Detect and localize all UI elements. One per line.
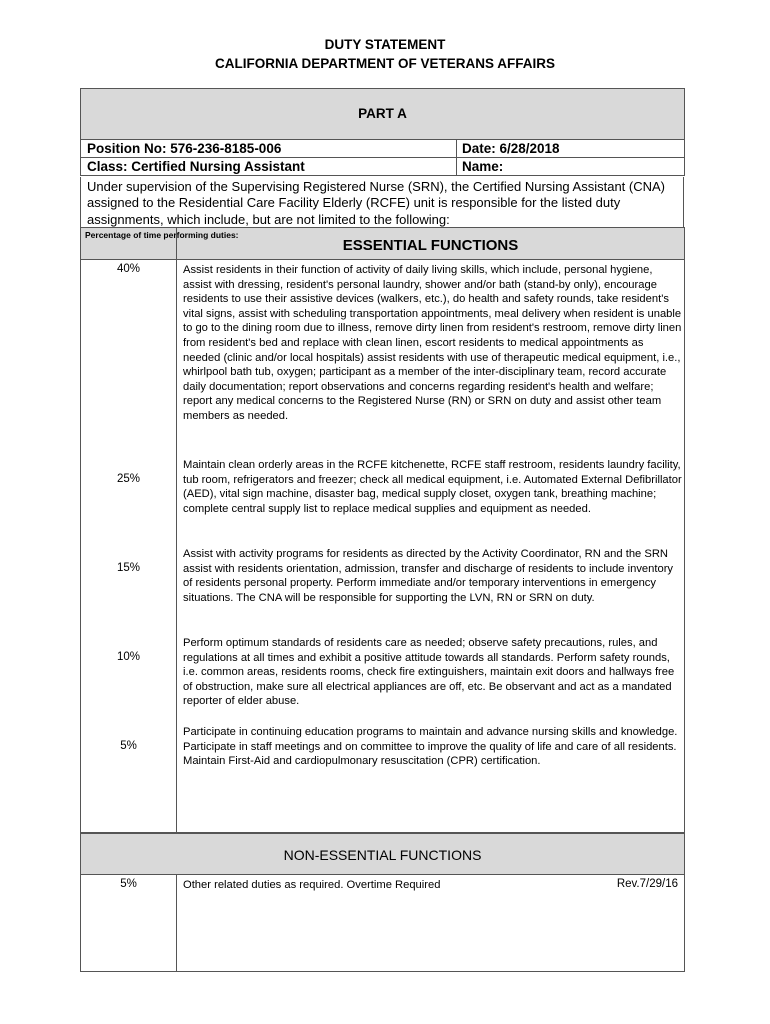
- document-title: DUTY STATEMENT: [324, 37, 446, 52]
- percentage-column-label: Percentage of time performing duties:: [85, 230, 239, 240]
- position-row: [80, 140, 685, 158]
- statement-date: Date: 6/28/2018: [462, 141, 560, 156]
- essential-functions-title: ESSENTIAL FUNCTIONS: [342, 237, 519, 254]
- duty-percent: 15%: [116, 562, 141, 574]
- position-class: Class: Certified Nursing Assistant: [87, 159, 305, 174]
- duty-percent: 5%: [120, 878, 137, 890]
- duty-percent: 40%: [116, 263, 141, 275]
- duty-percent: 5%: [120, 740, 137, 752]
- non-essential-functions-table: [80, 875, 685, 972]
- revision-date: Rev.7/29/16: [616, 878, 678, 890]
- class-row: [80, 158, 685, 176]
- department-name: CALIFORNIA DEPARTMENT OF VETERANS AFFAIRS: [215, 56, 555, 71]
- duty-description: Other related duties as required. Overtime Required: [183, 879, 441, 891]
- column-divider: [176, 875, 177, 971]
- position-number: Position No: 576-236-8185-006: [87, 141, 282, 156]
- essential-functions-header: [80, 227, 685, 260]
- cell-divider: [456, 158, 457, 175]
- cell-divider: [456, 140, 457, 157]
- intro-paragraph: Under supervision of the Supervising Registered Nurse (SRN), the Certified Nursing Assistant (CNA) assigned to the Residential Care Facility Elderly (RCFE) unit is responsible for the listed duty assignments, which include, but are not limited to the following:: [80, 177, 684, 227]
- part-a-heading: PART A: [80, 88, 685, 140]
- column-divider: [176, 260, 177, 832]
- essential-functions-table: [80, 260, 685, 833]
- duty-description: Perform optimum standards of residents care as needed; observe safety precautions, rules, and regulations at all times and exhibit a positive attitude towards all standards. Perform safety rounds, i.e. common areas, residents rooms, check fire extinguishers, maintain exit doors and hallways free of obstruction, make sure all electrical appliances are off, etc. Be observant and act as a mandated reporter of elder abuse.: [183, 637, 675, 708]
- duty-description: Participate in continuing education programs to maintain and advance nursing skills and knowledge. Participate in staff meetings and on committee to improve the quality of life and care of all residents. Maintain First-Aid and cardiopulmonary resuscitation (CPR) certification.: [183, 726, 678, 768]
- employee-name-field: Name:: [462, 159, 504, 174]
- non-essential-functions-title: NON-ESSENTIAL FUNCTIONS: [80, 833, 685, 875]
- duty-percent: 25%: [116, 473, 141, 485]
- duty-percent: 10%: [116, 651, 141, 663]
- duty-description: Assist with activity programs for residents as directed by the Activity Coordinator, RN and the SRN assist with residents orientation, admission, transfer and discharge of residents to include inventory of residents personal property. Perform immediate and/or temporary interventions in emergency situations. The CNA will be responsible for supporting the LVN, RN or SRN on duty.: [183, 548, 674, 604]
- duty-description: Assist residents in their function of activity of daily living skills, which include, personal hygiene, assist with dressing, resident's personal laundry, shower and/or bath (stand-by only), encourage residents to use their assistive devices (walkers, etc.), do health and safety rounds, take resident's vital signs, assist with scheduling transportation appointments, meal delivery when resident is unable to go to the dining room due to illness, remove dirty linen from resident's restroom, remove dirty linen from resident's bed and replace with clean linen, escort residents to medical appointments as needed (clinic and/or local hospitals) assist residents with use of therapeutic medical equipment, i.e., whirlpool bath tub, oxygen; participant as a member of the inter-disciplinary team, record accurate daily documentation; report observations and concerns regarding resident's health and welfare; report any medical concerns to the Registered Nurse (RN) or SRN on duty and assist other team members as needed.: [183, 264, 682, 422]
- duty-description: Maintain clean orderly areas in the RCFE kitchenette, RCFE staff restroom, residents laundry facility, tub room, refrigerators and freezer; check all medical equipment, i.e. Automated External Defibrillator (AED), vital sign machine, disaster bag, medical supply closet, oxygen tank, breathing machine; complete central supply list to replace medical supplies and equipment as needed.: [183, 459, 682, 515]
